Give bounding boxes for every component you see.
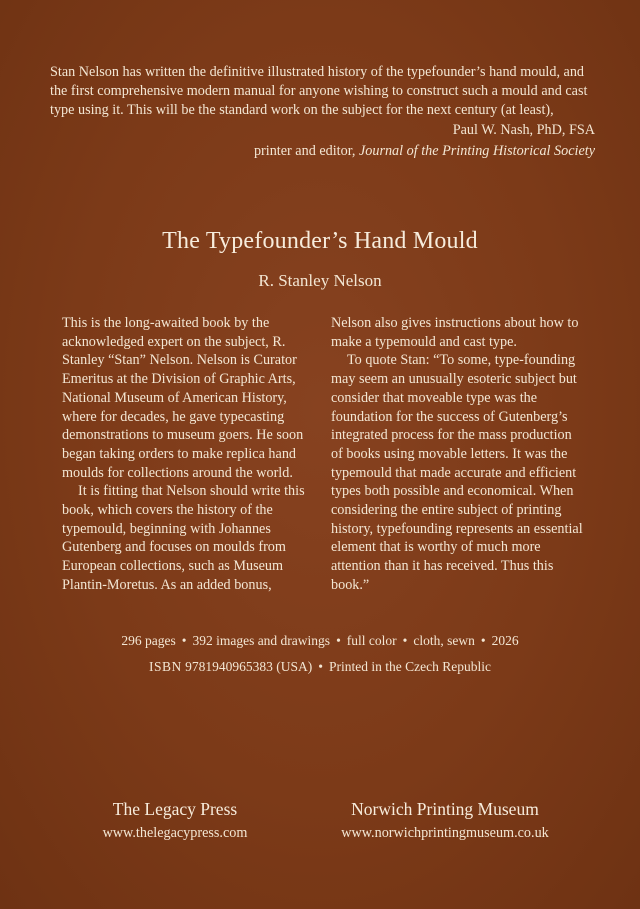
- isbn-number: 9781940965383 (USA): [185, 659, 313, 674]
- spec-line-1: [0, 628, 640, 654]
- book-author: R. Stanley Nelson: [258, 271, 382, 290]
- description-paragraph: This is the long-awaited book by the acknowledged expert on the subject, R. Stanley “Stan” Nelson. Nelson is Curator Emeritus at the Division of Graphic Arts, National Museum of American History, where for decades, he gave typecasting demonstrations to museum goers. He soon began taking orders to make replica hand moulds for collections around the world.: [62, 315, 304, 481]
- isbn-label: ISBN: [149, 659, 182, 674]
- separator-bullet: •: [480, 633, 486, 648]
- endorsement-role: printer and editor,: [253, 143, 356, 159]
- publisher-name: The Legacy Press: [112, 799, 238, 819]
- description-column-left: [62, 314, 317, 595]
- printed-location: Printed in the Czech Republic: [329, 659, 491, 674]
- spec-line-2: [0, 654, 640, 680]
- publisher-url: www.thelegacypress.com: [102, 825, 248, 841]
- spec-color: full color: [346, 633, 397, 648]
- spec-pages: 296 pages: [121, 633, 176, 648]
- spec-year: 2026: [491, 633, 519, 648]
- book-specifications: [0, 628, 640, 680]
- book-title: The Typefounder’s Hand Mould: [162, 228, 478, 254]
- publisher-url: www.norwichprintingmuseum.co.uk: [341, 825, 549, 841]
- separator-bullet: •: [181, 633, 187, 648]
- description-paragraph: It is fitting that Nelson should write this book, which covers the history of the typemould, beginning with Johannes Gutenberg and focuses on moulds from European collections, such as Museum Plantin-Moretus. As an added bonus,: [62, 483, 305, 593]
- journal-name: Journal of the Printing Historical Society: [358, 143, 595, 159]
- endorsement-blurb: [50, 63, 595, 162]
- separator-bullet: •: [336, 633, 341, 648]
- description-column-right: [331, 314, 586, 595]
- spec-binding: cloth, sewn: [413, 633, 475, 648]
- separator-bullet: •: [402, 633, 408, 648]
- publisher-name: Norwich Printing Museum: [351, 799, 539, 819]
- description-paragraph: To quote Stan: “To some, type-founding may seem an unusually esoteric subject but consider that moveable type was the foundation for the success of Gutenberg’s integrated process for the mass production of books using movable letters. It was the typemould that made accurate and efficient types both possible and economical. When considering the entire subject of printing history, typefounding represents an essential element that is worthy of much more attention than it has received. Thus this book.”: [331, 352, 583, 593]
- separator-bullet: •: [318, 659, 324, 674]
- endorsement-author: Paul W. Nash, PhD, FSA: [452, 122, 595, 138]
- description-paragraph: Nelson also gives instructions about how to make a typemould and cast type.: [331, 315, 579, 350]
- endorsement-affiliation: [50, 141, 595, 162]
- endorsement-text: Stan Nelson has written the definitive illustrated history of the typefounder’s hand mould, and the first comprehensive modern manual for anyone wishing to construct such a mould and cast type using it. This will be the standard work on the subject for the next century (at least),: [50, 64, 588, 118]
- publisher-legacy-press: [75, 797, 275, 845]
- publisher-norwich-printing-museum: [305, 797, 585, 845]
- spec-images: 392 images and drawings: [192, 633, 331, 648]
